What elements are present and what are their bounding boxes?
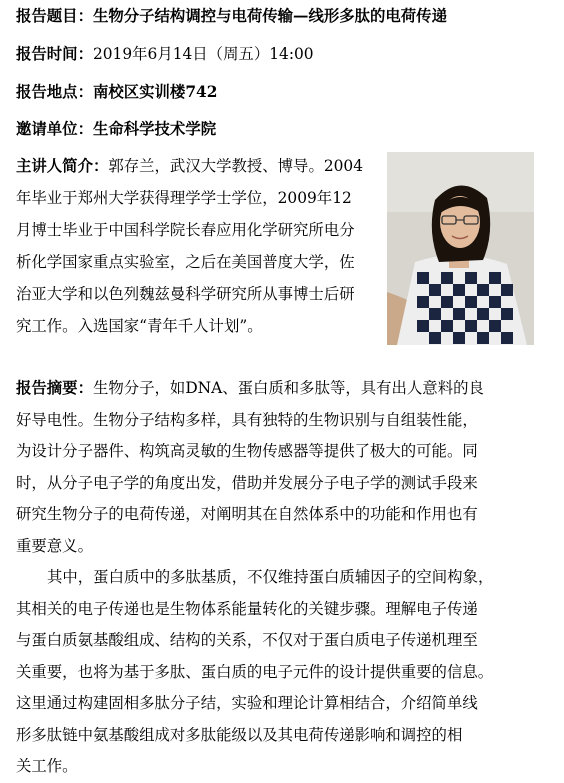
speaker-portrait-image xyxy=(387,152,534,345)
report-title-label: 报告题目： xyxy=(16,7,93,25)
report-place-line xyxy=(16,80,217,102)
abstract-line: 形多肽链中氨基酸组成对多肽能级以及其电荷传递影响和调控的相 xyxy=(16,725,463,744)
speaker-bio-line: 月博士毕业于中国科学院长春应用化学研究所电分 xyxy=(16,221,355,239)
report-place-label: 报告地点： xyxy=(16,83,93,101)
inviting-unit-label: 邀请单位： xyxy=(16,120,93,138)
speaker-bio-line: 年毕业于郑州大学获得理学学士学位，2009年12 xyxy=(16,189,352,207)
report-time-value: 2019年6月14日（周五）14:00 xyxy=(92,45,314,63)
abstract-line: 与蛋白质氨基酸组成、结构的关系，不仅对于蛋白质电子传递机理至 xyxy=(16,631,478,649)
abstract-line: 重要意义。 xyxy=(16,536,93,555)
report-title-value: 生物分子结构调控与电荷传输—线形多肽的电荷传递 xyxy=(92,7,447,25)
speaker-photo xyxy=(387,152,534,345)
speaker-bio-line: 析化学国家重点实验室，之后在美国普度大学，佐 xyxy=(16,253,355,271)
report-title-line xyxy=(16,4,447,26)
speaker-bio-line: 治亚大学和以色列魏兹曼科学研究所从事博士后研 xyxy=(16,285,355,303)
report-time-label: 报告时间： xyxy=(16,45,93,63)
abstract-line: 其相关的电子传递也是生物体系能量转化的关键步骤。理解电子传递 xyxy=(16,599,478,618)
abstract-line xyxy=(16,373,548,405)
speaker-bio xyxy=(16,150,380,342)
report-abstract xyxy=(16,373,548,783)
inviting-unit-line xyxy=(16,117,216,139)
speaker-bio-line: 究工作。入选国家“青年千人计划”。 xyxy=(16,317,263,335)
abstract-line: 为设计分子器件、构筑高灵敏的生物传感器等提供了极大的可能。同 xyxy=(16,442,478,460)
abstract-text: 生物分子，如DNA、蛋白质和多肽等，具有出人意料的良 xyxy=(92,379,484,397)
abstract-line: 关工作。 xyxy=(16,757,78,775)
abstract-line: 这里通过构建固相多肽分子结，实验和理论计算相结合，介绍简单线 xyxy=(16,694,478,712)
speaker-bio-text: 郭存兰，武汉大学教授、博导。2004 xyxy=(108,157,363,175)
abstract-line: 好导电性。生物分子结构多样，具有独特的生物识别与自组装性能， xyxy=(16,410,478,429)
abstract-line: 时，从分子电子学的角度出发，借助并发展分子电子学的测试手段来 xyxy=(16,473,478,492)
abstract-line: 其中，蛋白质中的多肽基质，不仅维持蛋白质辅因子的空间构象， xyxy=(47,568,494,586)
abstract-line: 关重要，也将为基于多肽、蛋白质的电子元件的设计提供重要的信息。 xyxy=(16,662,494,681)
abstract-label: 报告摘要： xyxy=(16,379,93,397)
report-time-line xyxy=(16,42,314,64)
abstract-line: 研究生物分子的电荷传递，对阐明其在自然体系中的功能和作用也有 xyxy=(16,505,478,523)
speaker-bio-label: 主讲人简介： xyxy=(16,157,109,175)
inviting-unit-value: 生命科学技术学院 xyxy=(92,120,217,138)
report-place-value: 南校区实训楼742 xyxy=(92,83,218,101)
speaker-bio-line xyxy=(16,150,380,182)
